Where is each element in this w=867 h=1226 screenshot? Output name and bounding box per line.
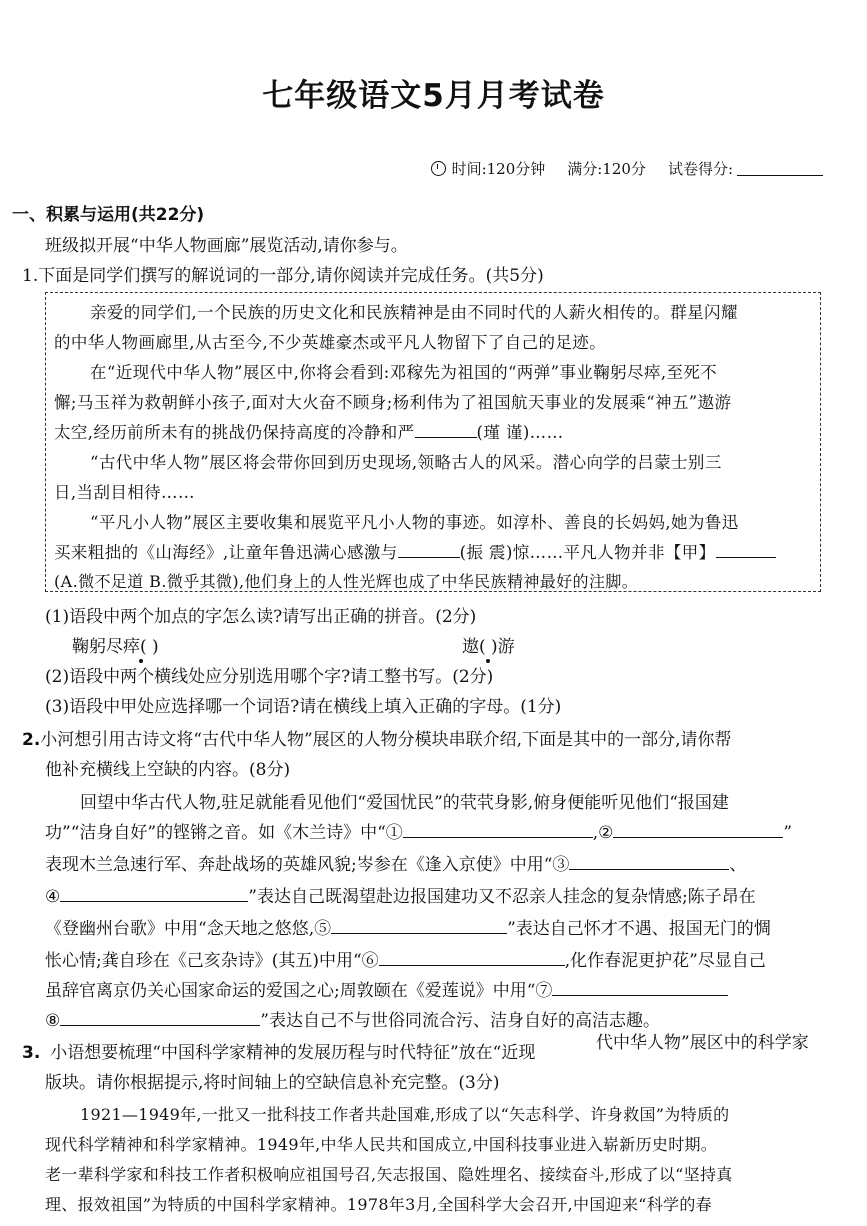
- score-label: 试卷得分:: [667, 160, 733, 178]
- q2-line: 功”“洁身自好”的铿锵之音。如《木兰诗》中“① ,② ”: [45, 823, 793, 843]
- passage-line: 日,当刮目相待……: [54, 483, 195, 502]
- question-1-stem: 1.下面是同学们撰写的解说词的一部分,请你阅读并完成任务。(共5分): [22, 266, 544, 286]
- fill-blank[interactable]: [613, 821, 783, 838]
- fill-blank[interactable]: [60, 885, 248, 902]
- sub-question-2: (2)语段中两个横线处应分别选用哪个字?请工整书写。(2分): [45, 667, 494, 687]
- passage-line: 买来粗拙的《山海经》,让童年鲁迅满心感激与 (振 震)惊……平凡人物并非【甲】: [54, 539, 776, 563]
- q3-line: 现代科学精神和科学家精神。1949年,中华人民共和国成立,中国科技事业进入崭新历史时期。: [45, 1135, 718, 1154]
- exam-meta: [431, 158, 823, 179]
- passage-line: 亲爱的同学们,一个民族的历史文化和民族精神是由不同时代的人薪火相传的。群星闪耀: [90, 303, 738, 322]
- sub-question-1: (1)语段中两个加点的字怎么读?请写出正确的拼音。(2分): [45, 607, 477, 627]
- question-3-stem: 版块。请你根据提示,将时间轴上的空缺信息补充完整。(3分): [45, 1073, 500, 1093]
- exam-time: 时间:120分钟: [451, 160, 546, 178]
- q2-line: 怅心情;龚自珍在《己亥杂诗》(其五)中用“⑥ ,化作春泥更护花”尽显自己: [45, 951, 766, 971]
- pinyin-item-1: 鞠躬尽瘁( ): [72, 637, 159, 657]
- passage-line: 太空,经历前所未有的挑战仍保持高度的冷静和严 (瑾 谨)……: [54, 423, 564, 442]
- passage-line: “平凡小人物”展区主要收集和展览平凡小人物的事迹。如淳朴、善良的长妈妈,她为鲁迅: [90, 513, 739, 532]
- pinyin-item-2: 遨( )游: [462, 637, 515, 657]
- q2-line: 回望中华古代人物,驻足就能看见他们“爱国忧民”的茕茕身影,俯身便能听见他们“报国建: [80, 793, 729, 813]
- q2-line: 表现木兰急速行军、奔赴战场的英雄风貌;岑参在《逢入京使》中用“③ 、: [45, 855, 747, 875]
- fill-blank[interactable]: [398, 541, 460, 558]
- passage-line: 的中华人物画廊里,从古至今,不少英雄豪杰或平凡人物留下了自己的足迹。: [54, 333, 607, 352]
- fill-blank[interactable]: [716, 541, 776, 558]
- fill-blank[interactable]: [569, 853, 729, 870]
- fill-blank[interactable]: [552, 979, 728, 996]
- exam-full-score: 满分:120分: [567, 160, 646, 178]
- passage-line: (A.微不足道 B.微乎其微),他们身上的人性光辉也成了中华民族精神最好的注脚。: [54, 572, 639, 591]
- fill-blank[interactable]: [379, 949, 565, 966]
- fill-blank[interactable]: [403, 821, 593, 838]
- q3-line: 理、报效祖国”为特质的中国科学家精神。1978年3月,全国科学大会召开,中国迎来“科学的春: [45, 1195, 712, 1214]
- passage-line: 在“近现代中华人物”展区中,你将会看到:邓稼先为祖国的“两弹”事业鞠躬尽瘁,至死不: [90, 363, 718, 382]
- q2-line: ④ ”表达自己既渴望赴边报国建功又不忍亲人挂念的复杂情感;陈子昂在: [45, 887, 756, 907]
- q2-line: ⑧ ”表达自己不与世俗同流合污、洁身自好的高洁志趣。: [45, 1011, 660, 1031]
- passage-line: 懈;马玉祥为救朝鲜小孩子,面对大火奋不顾身;杨利伟为了祖国航天事业的发展乘“神五”遨游: [54, 393, 732, 412]
- q2-line: 《登幽州台歌》中用“念天地之悠悠,⑤ ”表达自己怀才不遇、报国无门的惆: [45, 919, 771, 939]
- fill-blank[interactable]: [60, 1009, 260, 1026]
- passage-line: “古代中华人物”展区将会带你回到历史现场,领略古人的风采。潜心向学的吕蒙士别三: [90, 453, 722, 472]
- q3-line: 1921—1949年,一批又一批科技工作者共赴国难,形成了以“矢志科学、许身救国”为特质的: [80, 1105, 730, 1124]
- question-2-stem: 他补充横线上空缺的内容。(8分): [45, 760, 291, 780]
- fill-blank[interactable]: [415, 421, 477, 438]
- q3-line: 老一辈科学家和科技工作者积极响应祖国号召,矢志报国、隐姓埋名、接续奋斗,形成了以“坚持真: [45, 1165, 733, 1184]
- section-intro: 班级拟开展“中华人物画廊”展览活动,请你参与。: [45, 236, 408, 256]
- question-3-stem: 3. 小语想要梳理“中国科学家精神的发展历程与时代特征”放在“近现: [22, 1043, 536, 1063]
- clock-icon: [431, 161, 446, 176]
- q2-line: 虽辞官离京仍关心国家命运的爱国之心;周敦颐在《爱莲说》中用“⑦: [45, 976, 728, 1001]
- fill-blank[interactable]: [331, 917, 507, 934]
- score-blank[interactable]: [737, 161, 823, 176]
- section-heading: 一、积累与运用(共22分): [12, 205, 205, 225]
- question-3-stem: 代中华人物”展区中的科学家: [596, 1033, 809, 1053]
- sub-question-3: (3)语段中甲处应选择哪一个词语?请在横线上填入正确的字母。(1分): [45, 697, 562, 717]
- question-2-stem: 2.小河想引用古诗文将“古代中华人物”展区的人物分模块串联介绍,下面是其中的一部分,请你帮: [22, 730, 732, 750]
- passage-box: [45, 292, 821, 592]
- exam-title: 七年级语文5月月考试卷: [262, 78, 605, 114]
